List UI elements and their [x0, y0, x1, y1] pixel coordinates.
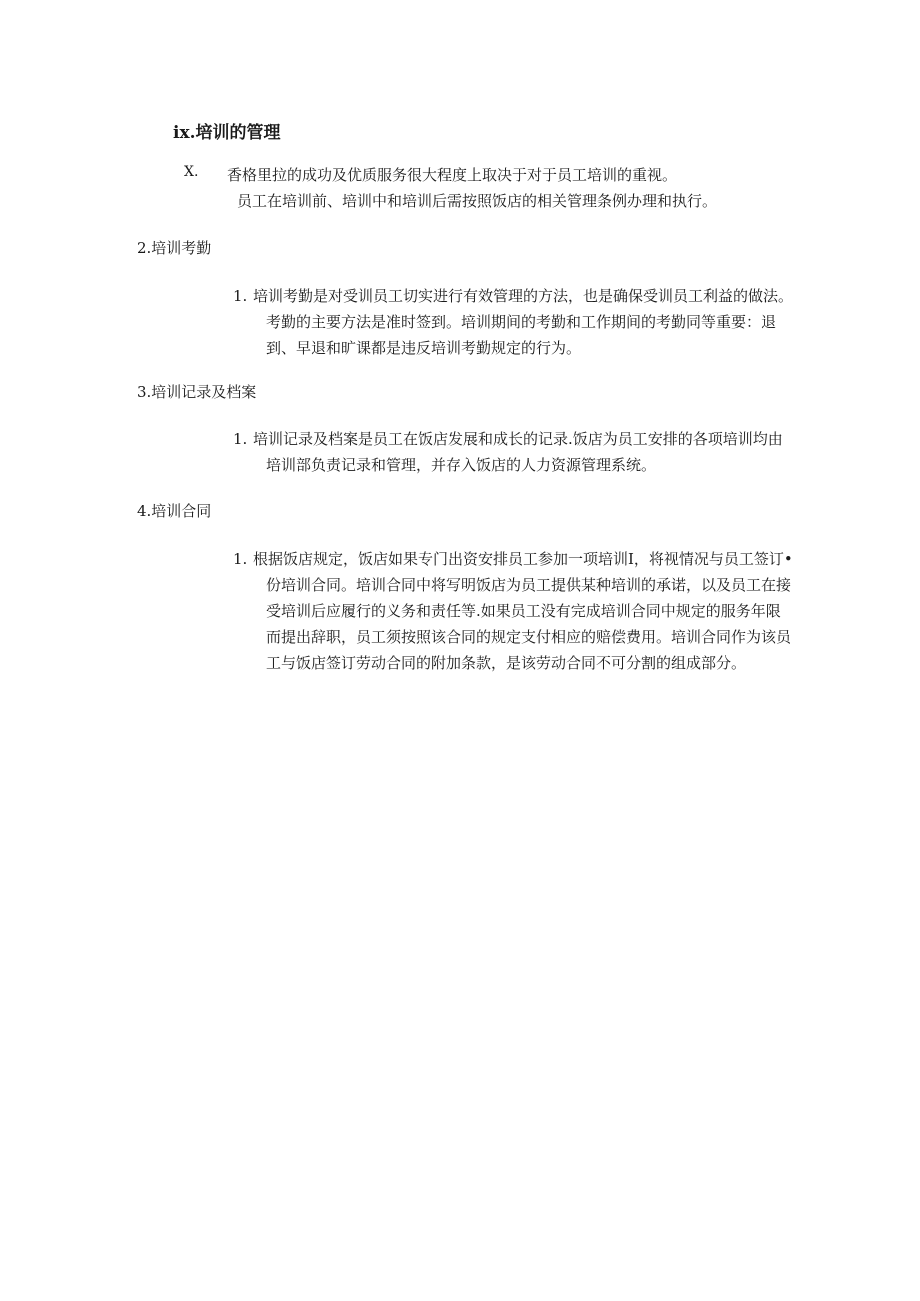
subsection-title-contract: 4.培训合同 [137, 502, 212, 520]
item-text: 根据饭店规定，饭店如果专门出资安排员工参加一项培训I，将视情况与员工签订•份培训合同。培训合同中将写明饭店为员工提供某种培训的承诺，以及员工在接受培训后应履行的义务和责任等.如果员工没有完成培训合同中规定的服务年限而提出辞职，员工须按照该合同的规定支付相应的赔偿费用。培训合同作为该员工与饭店签订劳动合同的附加条款，是该劳动合同不可分割的组成部分。 [253, 550, 793, 672]
item-number: 1. [233, 550, 248, 568]
section-number: ix. [173, 123, 196, 143]
section-title: 培训的管理 [195, 123, 281, 143]
subsection-item-attendance [233, 283, 793, 361]
subsection-title-attendance: 2.培训考勤 [137, 239, 212, 257]
intro-paragraph [227, 162, 827, 214]
subsection-title-records: 3.培训记录及档案 [137, 383, 257, 401]
subsection-item-contract [233, 546, 793, 676]
item-number: 1. [233, 430, 248, 448]
intro-marker: X. [184, 164, 199, 180]
item-number: 1. [233, 287, 248, 305]
intro-line-1: 香格里拉的成功及优质服务很大程度上取决于对于员工培训的重视。 [227, 166, 678, 184]
intro-line-2: 员工在培训前、培训中和培训后需按照饭店的相关管理条例办理和执行。 [237, 192, 718, 210]
item-text: 培训考勤是对受训员工切实进行有效管理的方法，也是确保受训员工利益的做法。考勤的主要方法是准时签到。培训期间的考勤和工作期间的考勤同等重要：退到、早退和旷课都是违反培训考勤规定的行为。 [253, 287, 794, 357]
item-text: 培训记录及档案是员工在饭店发展和成长的记录.饭店为员工安排的各项培训均由培训部负责记录和管理，并存入饭店的人力资源管理系统。 [253, 430, 783, 474]
subsection-item-records [233, 426, 793, 478]
section-heading [173, 118, 281, 143]
